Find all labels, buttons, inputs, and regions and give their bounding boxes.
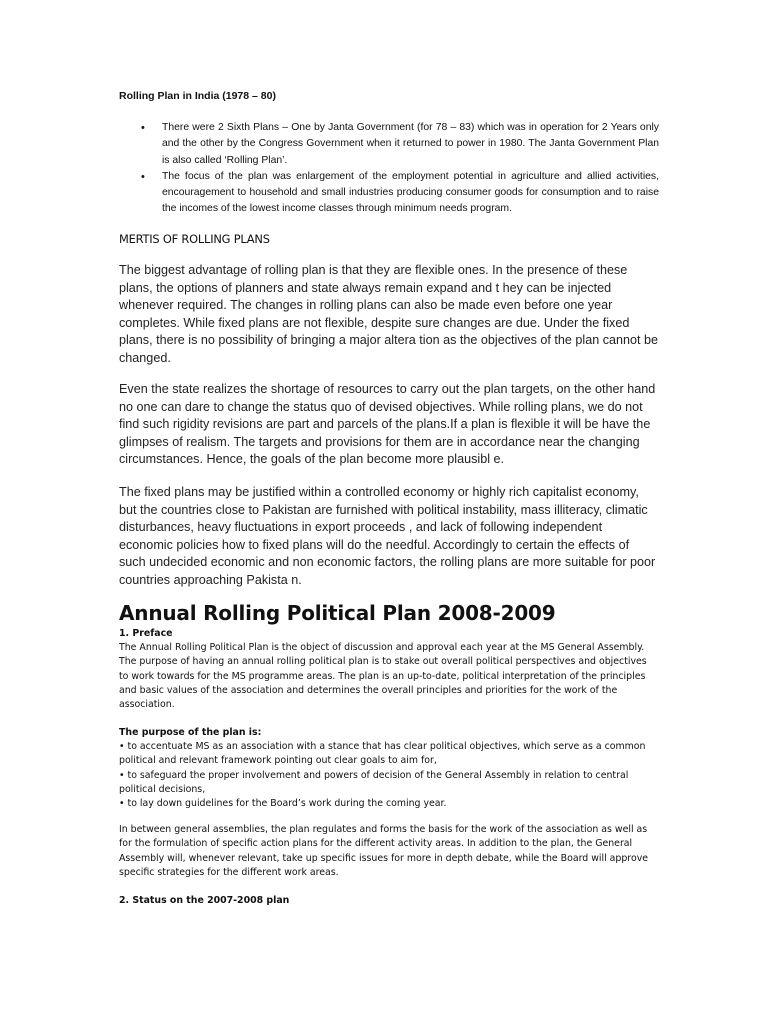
merits-paragraph-3: The fixed plans may be justified within a controlled economy or highly rich capitalist economy, but the countries close to Pakistan are furnished with political instability, mass illiteracy, climatic disturbances, heavy fluctuations in export proceeds , and lack of following independent economic policies how to fixed plans will do the needful. Accordingly to certain the effects of such undecided economic and non economic factors, the rolling plans are more suitable for poor countries approaching Pakista n. [119,485,656,587]
merits-paragraph-1: The biggest advantage of rolling plan is that they are flexible ones. In the presence of these plans, the options of planners and state always remain expand and t hey can be injected whenever required. The changes in rolling plans can also be made even before one year completes. While fixed plans are not flexible, despite sure changes are due. Under the fixed plans, there is no possibility of bringing a major altera tion as the objectives of the plan cannot be changed. [119,263,659,365]
between-assemblies-text: In between general assemblies, the plan regulates and forms the basis for the work of the association as well as for the formulation of specific action plans for the different activity areas. In addition to the plan, the General Assembly will, whenever relevant, take up specific issues for more in depth debate, while the Board will approve specific strategies for the different work areas. [119,824,649,878]
section-title-rolling-plan-india: Rolling Plan in India (1978 – 80) [119,90,276,102]
purpose-item: • to safeguard the proper involvement and powers of decision of the General Assembly in relation to central political decisions, [119,769,659,798]
annual-plan-heading: Annual Rolling Political Plan 2008-2009 [119,601,556,625]
rolling-plan-bullet-list [119,120,659,218]
purpose-item: • to accentuate MS as an association with a stance that has clear political objectives, which serve as a common political and relevant framework pointing out clear goals to aim for, [119,740,659,769]
preface-heading: 1. Preface [119,628,173,639]
preface-text: The Annual Rolling Political Plan is the object of discussion and approval each year at the MS General Assembly. The purpose of having an annual rolling political plan is to stake out overall political perspectives and objectives to work towards for the MS programme areas. The plan is an up-to-date, political interpretation of the principles and basic values of the association and determines the overall principles and priorities for the work of the association. [119,642,647,711]
bullet-item: • There were 2 Sixth Plans – One by Janta Government (for 78 – 83) which was in operation for 2 Years only and the other by the Congress Government when it returned to power in 1980. The Janta Government Plan is also called ‘Rolling Plan’. [119,120,659,169]
purpose-list [119,740,659,811]
status-heading: 2. Status on the 2007-2008 plan [119,895,290,906]
purpose-item: • to lay down guidelines for the Board’s work during the coming year. [119,797,659,811]
merits-heading: MERTIS OF ROLLING PLANS [119,232,270,246]
bullet-item: • The focus of the plan was enlargement of the employment potential in agriculture and allied activities, encouragement to household and small industries producing consumer goods for consumption and to raise the incomes of the lowest income classes through minimum needs program. [119,169,659,218]
merits-paragraph-2: Even the state realizes the shortage of resources to carry out the plan targets, on the other hand no one can dare to change the status quo of devised objectives. While rolling plans, we do not find such rigidity revisions are part and parcels of the plans.If a plan is flexible it will be have the glimpses of realism. The targets and provisions for them are in accordance near the changing circumstances. Hence, the goals of the plan become more plausibl e. [119,382,656,466]
purpose-heading: The purpose of the plan is: [119,727,262,738]
